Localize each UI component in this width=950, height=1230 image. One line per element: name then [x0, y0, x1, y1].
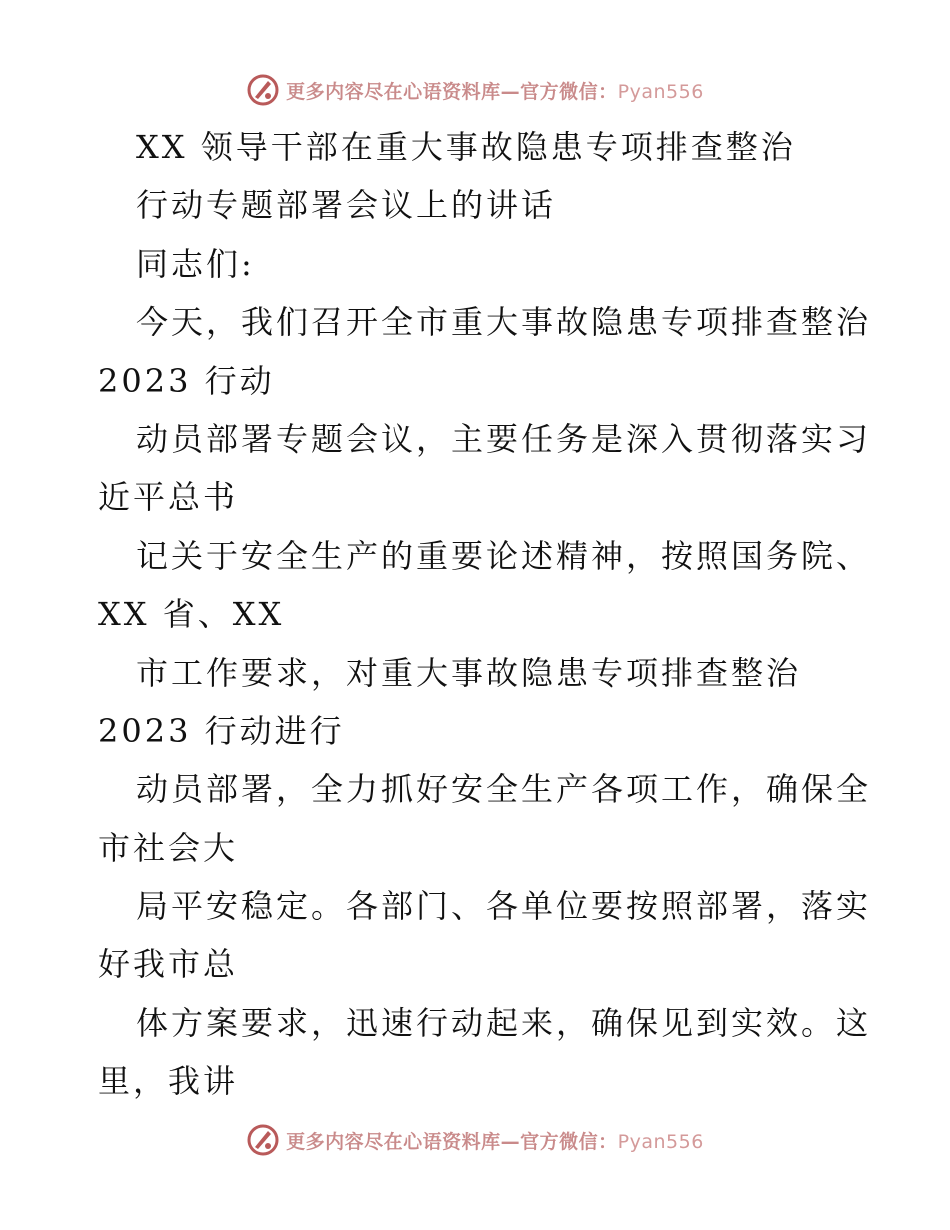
watermark-logo-icon: [246, 73, 280, 107]
text-line: 动员部署，全力抓好安全生产各项工作，确保全: [136, 770, 872, 809]
watermark-logo-icon: [246, 1123, 280, 1157]
text-line: XX 省、XX: [98, 595, 285, 634]
header-watermark: [0, 70, 950, 110]
text-line: 近平总书: [98, 478, 239, 517]
text-line: 今天，我们召开全市重大事故隐患专项排查整治: [136, 303, 872, 342]
watermark-wechat-id: Pyan556: [617, 1130, 704, 1153]
text-line: 记关于安全生产的重要论述精神，按照国务院、: [136, 536, 872, 575]
text-line: 2023 行动进行: [98, 711, 345, 750]
text-line: 市社会大: [98, 828, 239, 867]
document-body: [98, 118, 872, 1111]
text-line: 行动专题部署会议上的讲话: [136, 186, 557, 225]
text-line: 市工作要求，对重大事故隐患专项排查整治: [136, 653, 802, 692]
watermark-text: 更多内容尽在心语资料库—官方微信：Pyan556: [286, 1130, 704, 1153]
watermark-text: 更多内容尽在心语资料库—官方微信：Pyan556: [286, 80, 704, 103]
text-line: 好我市总: [98, 945, 239, 984]
text-line: XX 领导干部在重大事故隐患专项排查整治: [136, 128, 796, 166]
text-line: 动员部署专题会议，主要任务是深入贯彻落实习: [136, 419, 872, 458]
text-line: 局平安稳定。各部门、各单位要按照部署，落实: [136, 887, 872, 926]
footer-watermark: [0, 1120, 950, 1160]
text-line: 2023 行动: [98, 361, 275, 400]
watermark-wechat-id: Pyan556: [617, 80, 704, 103]
text-line: 体方案要求，迅速行动起来，确保见到实效。这: [136, 1003, 872, 1042]
text-line: 同志们:: [136, 244, 255, 283]
text-line: 里，我讲: [98, 1062, 239, 1101]
